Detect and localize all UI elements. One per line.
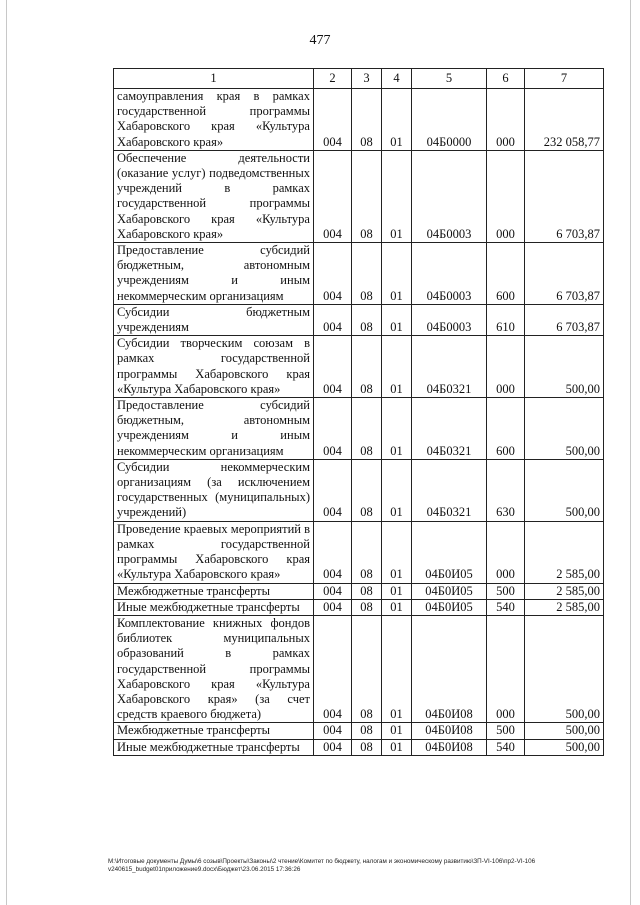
- table-header-row: [114, 69, 604, 89]
- cell-c2: 004: [314, 583, 352, 599]
- row-description: самоуправления края в рамках государственной программы Хабаровского края «Культура Хабаровского края»: [114, 89, 314, 151]
- cell-c7: 500,00: [525, 739, 604, 755]
- cell-c3: 08: [352, 336, 382, 398]
- cell-c4: 01: [382, 304, 412, 335]
- cell-c4: 01: [382, 150, 412, 242]
- cell-c5: 04Б0003: [412, 150, 487, 242]
- cell-c4: 01: [382, 459, 412, 521]
- cell-c7: 6 703,87: [525, 243, 604, 305]
- cell-c7: 500,00: [525, 723, 604, 739]
- cell-c5: 04Б0И08: [412, 615, 487, 722]
- cell-c7: 2 585,00: [525, 583, 604, 599]
- column-header: 6: [487, 69, 525, 89]
- cell-c6: 000: [487, 521, 525, 583]
- cell-c7: 2 585,00: [525, 521, 604, 583]
- table-row: [114, 583, 604, 599]
- cell-c2: 004: [314, 615, 352, 722]
- cell-c2: 004: [314, 150, 352, 242]
- cell-c2: 004: [314, 599, 352, 615]
- cell-c5: 04Б0321: [412, 398, 487, 460]
- cell-c3: 08: [352, 459, 382, 521]
- cell-c7: 500,00: [525, 398, 604, 460]
- cell-c4: 01: [382, 89, 412, 151]
- cell-c2: 004: [314, 304, 352, 335]
- row-description: Субсидии творческим союзам в рамках государственной программы Хабаровского края «Культура Хабаровского края»: [114, 336, 314, 398]
- table-row: [114, 243, 604, 305]
- cell-c4: 01: [382, 243, 412, 305]
- cell-c6: 610: [487, 304, 525, 335]
- table-row: [114, 304, 604, 335]
- cell-c6: 500: [487, 723, 525, 739]
- row-description: Предоставление субсидий бюджетным, автономным учреждениям и иным некоммерческим организациям: [114, 243, 314, 305]
- column-header: 1: [114, 69, 314, 89]
- row-description: Субсидии некоммерческим организациям (за исключением государственных (муниципальных) учреждений): [114, 459, 314, 521]
- row-description: Обеспечение деятельности (оказание услуг) подведомственных учреждений в рамках государственной программы Хабаровского края «Культура Хабаровского края»: [114, 150, 314, 242]
- cell-c5: 04Б0И05: [412, 599, 487, 615]
- cell-c6: 000: [487, 150, 525, 242]
- cell-c4: 01: [382, 723, 412, 739]
- cell-c3: 08: [352, 723, 382, 739]
- cell-c7: 2 585,00: [525, 599, 604, 615]
- table-row: [114, 739, 604, 755]
- cell-c4: 01: [382, 615, 412, 722]
- budget-table: [113, 68, 604, 756]
- cell-c4: 01: [382, 336, 412, 398]
- cell-c7: 6 703,87: [525, 150, 604, 242]
- row-description: Проведение краевых мероприятий в рамках государственной программы Хабаровского края «Культура Хабаровского края»: [114, 521, 314, 583]
- cell-c3: 08: [352, 521, 382, 583]
- cell-c6: 000: [487, 89, 525, 151]
- table-row: [114, 615, 604, 722]
- cell-c4: 01: [382, 521, 412, 583]
- cell-c2: 004: [314, 459, 352, 521]
- row-description: Предоставление субсидий бюджетным, автономным учреждениям и иным некоммерческим организациям: [114, 398, 314, 460]
- cell-c5: 04Б0И08: [412, 739, 487, 755]
- cell-c5: 04Б0000: [412, 89, 487, 151]
- file-path-footer: M:\Итоговые документы Думы\6 созыв\Проекты\Законы\2 чтение\Комитет по бюджету, налогам и экономическому развитию\ЗП-VI-106\пр2-VI-106 v240615_budget01приложение9.docx\Бюджет\23.06.2015 17:36:26: [108, 858, 536, 873]
- cell-c6: 000: [487, 336, 525, 398]
- cell-c6: 600: [487, 243, 525, 305]
- table-row: [114, 336, 604, 398]
- cell-c5: 04Б0003: [412, 243, 487, 305]
- cell-c3: 08: [352, 739, 382, 755]
- cell-c2: 004: [314, 89, 352, 151]
- cell-c4: 01: [382, 739, 412, 755]
- cell-c5: 04Б0321: [412, 336, 487, 398]
- column-header: 2: [314, 69, 352, 89]
- cell-c5: 04Б0И05: [412, 521, 487, 583]
- cell-c6: 500: [487, 583, 525, 599]
- cell-c4: 01: [382, 583, 412, 599]
- row-description: Иные межбюджетные трансферты: [114, 599, 314, 615]
- cell-c3: 08: [352, 398, 382, 460]
- cell-c2: 004: [314, 739, 352, 755]
- page-number: 477: [309, 33, 331, 48]
- cell-c3: 08: [352, 304, 382, 335]
- table-row: [114, 599, 604, 615]
- table-row: [114, 521, 604, 583]
- cell-c2: 004: [314, 243, 352, 305]
- cell-c6: 600: [487, 398, 525, 460]
- cell-c5: 04Б0003: [412, 304, 487, 335]
- page-edge-line: [6, 0, 7, 905]
- cell-c7: 500,00: [525, 615, 604, 722]
- row-description: Субсидии бюджетным учреждениям: [114, 304, 314, 335]
- column-header: 5: [412, 69, 487, 89]
- row-description: Иные межбюджетные трансферты: [114, 739, 314, 755]
- cell-c3: 08: [352, 615, 382, 722]
- cell-c4: 01: [382, 398, 412, 460]
- row-description: Межбюджетные трансферты: [114, 583, 314, 599]
- table-row: [114, 150, 604, 242]
- table-row: [114, 89, 604, 151]
- cell-c5: 04Б0И05: [412, 583, 487, 599]
- page-edge-line: [630, 0, 631, 905]
- cell-c2: 004: [314, 521, 352, 583]
- column-header: 3: [352, 69, 382, 89]
- cell-c6: 540: [487, 739, 525, 755]
- table-row: [114, 459, 604, 521]
- cell-c4: 01: [382, 599, 412, 615]
- table-row: [114, 723, 604, 739]
- cell-c3: 08: [352, 583, 382, 599]
- cell-c3: 08: [352, 243, 382, 305]
- cell-c2: 004: [314, 398, 352, 460]
- table-row: [114, 398, 604, 460]
- cell-c3: 08: [352, 150, 382, 242]
- cell-c7: 6 703,87: [525, 304, 604, 335]
- cell-c6: 000: [487, 615, 525, 722]
- cell-c6: 630: [487, 459, 525, 521]
- cell-c2: 004: [314, 723, 352, 739]
- column-header: 4: [382, 69, 412, 89]
- cell-c7: 500,00: [525, 459, 604, 521]
- cell-c3: 08: [352, 599, 382, 615]
- column-header: 7: [525, 69, 604, 89]
- cell-c5: 04Б0И08: [412, 723, 487, 739]
- row-description: Комплектование книжных фондов библиотек муниципальных образований в рамках государственной программы Хабаровского края «Культура Хабаровского края» (за счет средств краевого бюджета): [114, 615, 314, 722]
- cell-c3: 08: [352, 89, 382, 151]
- cell-c6: 540: [487, 599, 525, 615]
- row-description: Межбюджетные трансферты: [114, 723, 314, 739]
- cell-c7: 232 058,77: [525, 89, 604, 151]
- cell-c7: 500,00: [525, 336, 604, 398]
- cell-c5: 04Б0321: [412, 459, 487, 521]
- cell-c2: 004: [314, 336, 352, 398]
